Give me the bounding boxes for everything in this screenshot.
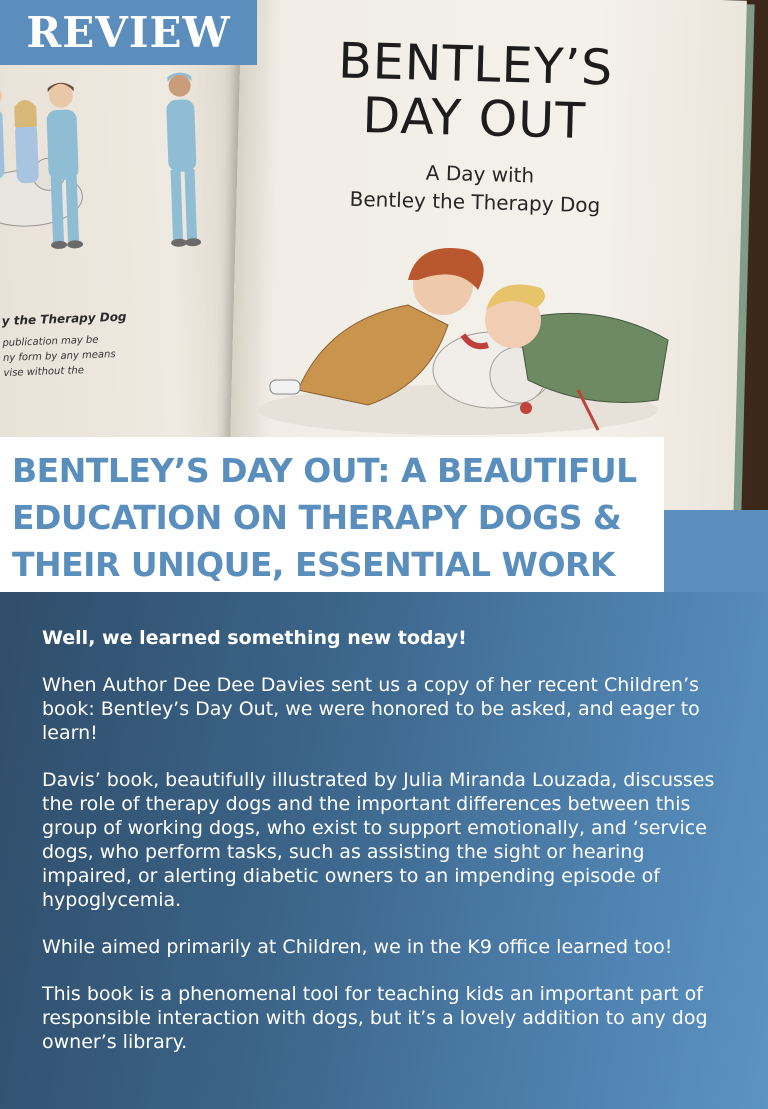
headline-line: THEIR UNIQUE, ESSENTIAL WORK	[12, 545, 615, 584]
review-badge	[0, 0, 257, 65]
headline-box	[0, 437, 664, 592]
left-page-line: publication may be	[2, 334, 99, 349]
review-badge-label: REVIEW	[26, 8, 231, 57]
medical-staff-illustration	[0, 55, 250, 284]
left-page-line: vise without the	[3, 365, 85, 379]
left-page-title: y the Therapy Dog	[1, 309, 127, 328]
article-lead: Well, we learned something new today!	[42, 627, 467, 649]
accent-strip	[664, 510, 768, 592]
left-page-copyright	[2, 332, 116, 381]
headline-line: BENTLEY’S DAY OUT: A BEAUTIFUL	[12, 451, 637, 490]
article-body	[42, 626, 732, 1077]
book-title-line: DAY OUT	[361, 87, 587, 150]
article-paragraph: This book is a phenomenal tool for teaching kids an important part of responsible interaction with dogs, but it’s a lovely addition to any dog owner’s library.	[42, 983, 708, 1053]
headline-line: EDUCATION ON THERAPY DOGS &	[12, 498, 622, 537]
article-paragraph: Davis’ book, beautifully illustrated by Julia Miranda Louzada, discusses the role of therapy dogs and the important differences between this group of working dogs, who exist to support emotionally, and ‘service dogs, who perform tasks, such as assisting the sight or hearing impaired, or alerting diabetic owners to an impending episode of hypoglycemia.	[42, 769, 715, 911]
book-subtitle: A Day with	[425, 160, 535, 188]
article-paragraph: While aimed primarily at Children, we in the K9 office learned too!	[42, 936, 673, 958]
book-photo	[0, 0, 768, 510]
book-title-line: BENTLEY’S	[337, 32, 614, 97]
children-with-dog-illustration	[258, 240, 678, 440]
book-subtitle: Bentley the Therapy Dog	[349, 186, 601, 218]
book-title	[324, 34, 627, 150]
headline	[0, 437, 664, 588]
article-paragraph: When Author Dee Dee Davies sent us a copy of her recent Children’s book: Bentley’s Day Out, we were honored to be asked, and eager to learn!	[42, 674, 700, 744]
left-page-line: ny form by any means	[2, 349, 116, 364]
